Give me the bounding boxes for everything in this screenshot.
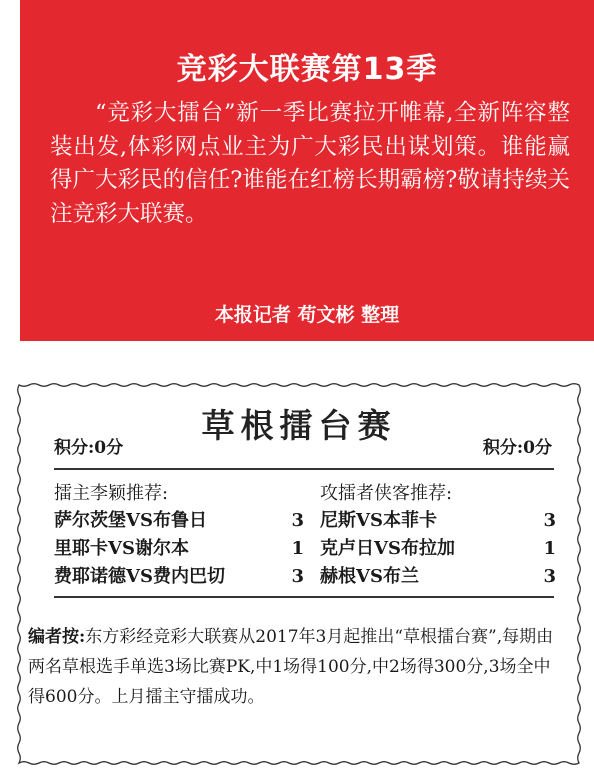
pick-match: 里耶卡VS谢尔本	[54, 538, 189, 559]
challenger-heading: 攻擂者侠客推荐:	[320, 483, 453, 504]
host-heading: 擂主李颖推荐:	[54, 483, 169, 504]
host-pick-row	[54, 507, 304, 535]
challenger-pick-row	[320, 535, 556, 563]
challenger-score: 积分:0分	[482, 438, 552, 458]
pick-result: 1	[291, 538, 304, 559]
pick-match: 费耶诺德VS费内巴切	[54, 566, 225, 587]
banner-credit: 本报记者 苟文彬 整理	[214, 304, 400, 326]
host-pick-row	[54, 563, 304, 591]
editor-note-label: 编者按:	[28, 627, 86, 647]
challenger-pick-row	[320, 507, 556, 535]
pick-match: 萨尔茨堡VS布鲁日	[54, 510, 207, 531]
pick-match: 赫根VS布兰	[320, 566, 419, 587]
challenger-pick-row	[320, 563, 556, 591]
top-divider	[54, 468, 554, 470]
pick-result: 3	[291, 566, 304, 587]
banner-title: 竞彩大联赛第13季	[176, 52, 438, 87]
pick-result: 1	[543, 538, 556, 559]
pick-match: 克卢日VS布拉加	[320, 538, 455, 559]
pick-result: 3	[291, 510, 304, 531]
pick-result: 3	[543, 566, 556, 587]
host-column	[54, 480, 304, 591]
banner-body: “竞彩大擂台”新一季比赛拉开帷幕,全新阵容整装出发,体彩网点业主为广大彩民出谋划策。谁能赢得广大彩民的信任?谁能在红榜长期霸榜?敬请持续关注竞彩大联赛。	[50, 100, 570, 227]
banner	[20, 0, 594, 341]
host-score: 积分:0分	[54, 438, 124, 458]
bottom-divider	[54, 596, 554, 598]
arena-box	[14, 380, 584, 768]
pick-result: 3	[543, 510, 556, 531]
challenger-column	[320, 480, 556, 591]
pick-match: 尼斯VS本菲卡	[320, 510, 437, 531]
host-pick-row	[54, 535, 304, 563]
editor-note-text: 东方彩经竞彩大联赛从2017年3月起推出“草根擂台赛”,每期由两名草根选手单选3场比赛PK,中1场得100分,中2场得300分,3场全中得600分。上月擂主守擂成功。	[28, 627, 554, 707]
arena-title: 草根擂台赛	[201, 406, 397, 445]
editor-note	[28, 622, 566, 712]
